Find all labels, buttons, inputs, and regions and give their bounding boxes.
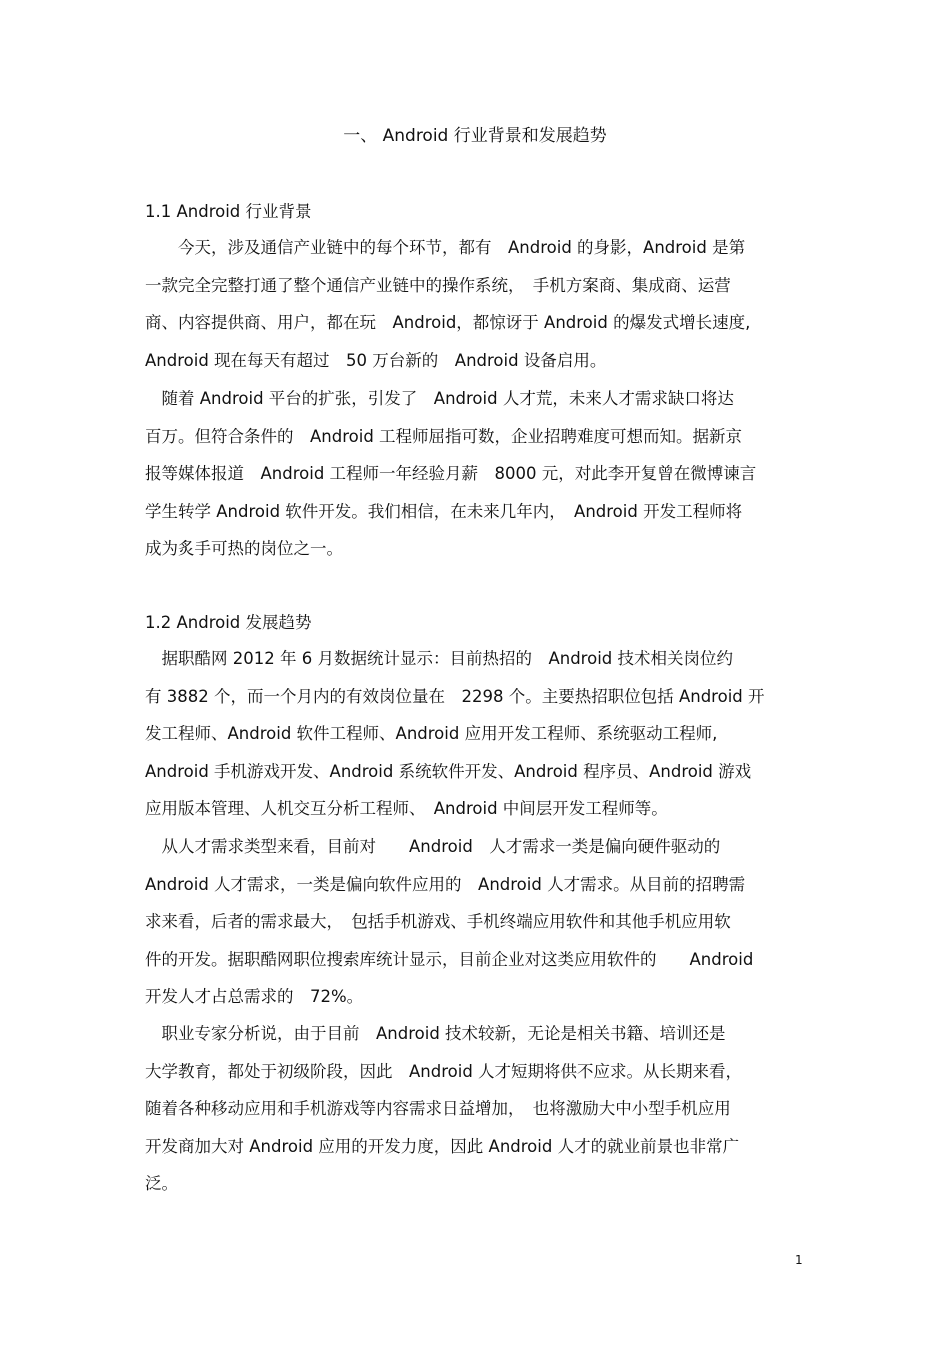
text-line: 开发商加大对 Android 应用的开发力度，因此 Android 人才的就业前景也非常广 bbox=[145, 1136, 740, 1156]
paragraph-industry-background-2 bbox=[145, 380, 807, 568]
text-line: 开发人才占总需求的 72%。 bbox=[145, 987, 364, 1006]
paragraph-development-trend-1 bbox=[145, 640, 807, 828]
document-title: 一、 Android 行业背景和发展趋势 bbox=[343, 126, 607, 146]
paragraph-development-trend-3 bbox=[145, 1015, 807, 1203]
text-line: Android 现在每天有超过 50 万台新的 Android 设备启用。 bbox=[145, 350, 607, 370]
text-line: 据职酷网 2012 年 6 月数据统计显示：目前热招的 Android 技术相关岗位约 bbox=[145, 649, 734, 668]
text-line: 大学教育，都处于初级阶段，因此 Android 人才短期将供不应求。从长期来看， bbox=[145, 1061, 743, 1081]
text-line: 从人才需求类型来看，目前对 Android 人才需求一类是偏向硬件驱动的 bbox=[145, 837, 721, 856]
text-line: 随着各种移动应用和手机游戏等内容需求日益增加， 也将激励大中小型手机应用 bbox=[145, 1099, 731, 1118]
text-line: 应用版本管理、人机交互分析工程师、 Android 中间层开发工程师等。 bbox=[145, 799, 668, 818]
text-line: 求来看，后者的需求最大， 包括手机游戏、手机终端应用软件和其他手机应用软 bbox=[145, 912, 731, 931]
text-line: 报等媒体报道 Android 工程师一年经验月薪 8000 元，对此李开复曾在微博谏言 bbox=[145, 464, 757, 483]
text-line: 随着 Android 平台的扩张，引发了 Android 人才荒，未来人才需求缺口将达 bbox=[145, 389, 734, 408]
text-line: Android 手机游戏开发、Android 系统软件开发、Android 程序员、Android 游戏 bbox=[145, 761, 752, 781]
text-line: 成为炙手可热的岗位之一。 bbox=[145, 539, 343, 558]
paragraph-development-trend-2 bbox=[145, 828, 807, 1016]
text-line: 件的开发。据职酷网职位搜索库统计显示，目前企业对这类应用软件的 Android bbox=[145, 949, 754, 969]
page-number: 1 bbox=[795, 1253, 803, 1267]
section-heading-development-trend: 1.2 Android 发展趋势 bbox=[145, 613, 312, 632]
text-line: 有 3882 个，而一个月内的有效岗位量在 2298 个。主要热招职位包括 Android 开 bbox=[145, 686, 765, 706]
text-line: 泛。 bbox=[145, 1174, 178, 1193]
text-line: 百万。但符合条件的 Android 工程师屈指可数，企业招聘难度可想而知。据新京 bbox=[145, 426, 743, 446]
text-line: 今天，涉及通信产业链中的每个环节，都有 Android 的身影，Android 是第 bbox=[145, 238, 746, 257]
text-line: 发工程师、Android 软件工程师、Android 应用开发工程师、系统驱动工程师, bbox=[145, 724, 718, 743]
text-line: Android 人才需求，一类是偏向软件应用的 Android 人才需求。从目前的招聘需 bbox=[145, 874, 746, 894]
paragraph-industry-background-1 bbox=[145, 229, 807, 379]
section-heading-industry-background: 1.1 Android 行业背景 bbox=[145, 202, 312, 221]
text-line: 职业专家分析说，由于目前 Android 技术较新，无论是相关书籍、培训还是 bbox=[145, 1024, 726, 1043]
text-line: 一款完全完整打通了整个通信产业链中的操作系统， 手机方案商、集成商、运营 bbox=[145, 275, 731, 295]
text-line: 学生转学 Android 软件开发。我们相信，在未来几年内， Android 开发工程师将 bbox=[145, 501, 743, 521]
text-line: 商、内容提供商、用户，都在玩 Android，都惊讶于 Android 的爆发式增长速度, bbox=[145, 313, 751, 332]
